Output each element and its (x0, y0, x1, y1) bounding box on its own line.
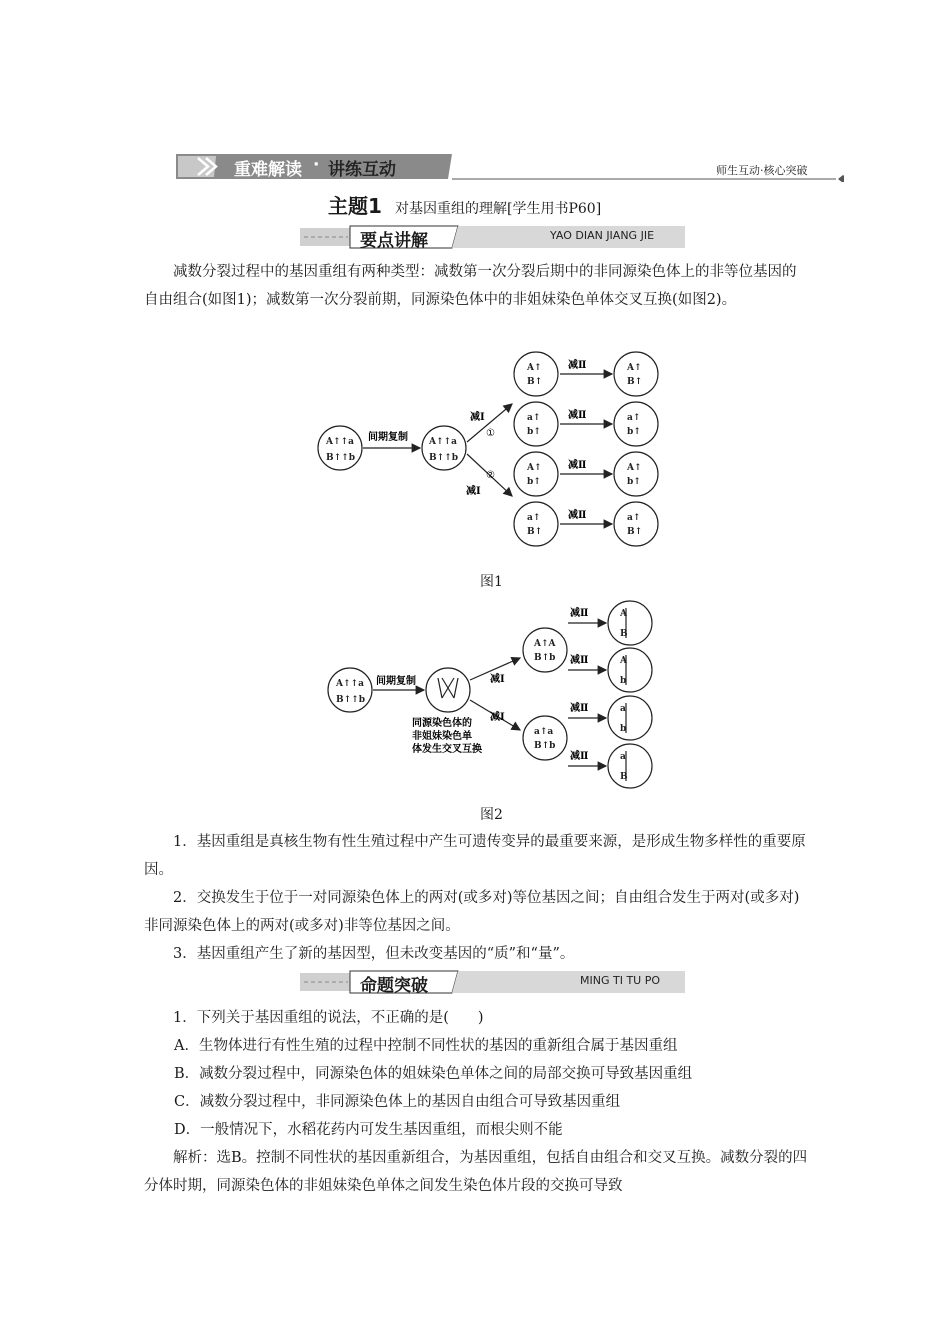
svg-text:a: a (620, 704, 626, 714)
figure-2-caption: 图2 (480, 807, 503, 823)
svg-text:B: B (620, 772, 628, 782)
point-2: 2．交换发生于位于一对同源染色体上的两对(或多对)等位基因之间；自由组合发生于两对(或多对)非同源染色体上的两对(或多对)非等位基因之间。 (144, 890, 800, 934)
question-stem: 1．下列关于基因重组的说法，不正确的是( ) (173, 1010, 484, 1026)
fig1-label-meiosis2-3: 减Ⅱ (568, 460, 587, 471)
fig2-label-meiosis2-4: 减Ⅱ (570, 751, 589, 762)
banner-left-text: 重难解读 (234, 160, 302, 180)
section-title-2: 命题突破 (360, 976, 428, 996)
svg-text:B↑↑b: B↑↑b (429, 453, 458, 463)
svg-text:B↑: B↑ (627, 377, 643, 387)
svg-text:b: b (620, 676, 627, 686)
header-banner (176, 152, 844, 182)
topic-number: 主题1 (328, 194, 382, 218)
svg-text:a↑: a↑ (527, 513, 541, 523)
svg-text:A↑: A↑ (627, 363, 642, 373)
svg-text:B: B (620, 629, 628, 639)
diamond-icon (838, 175, 844, 182)
option-b: B．减数分裂过程中，同源染色体的姐妹染色单体之间的局部交换可导致基因重组 (174, 1066, 693, 1082)
fig2-label-meiosis1-bottom: 减Ⅰ (490, 712, 505, 723)
section-header-key-points (300, 225, 685, 249)
svg-text:b↑: b↑ (527, 427, 541, 437)
svg-text:a↑: a↑ (627, 513, 641, 523)
svg-text:A↑: A↑ (627, 463, 642, 473)
fig1-path1: ① (486, 428, 495, 439)
svg-text:B↑: B↑ (627, 527, 643, 537)
svg-text:A: A (620, 609, 627, 619)
svg-text:a↑: a↑ (627, 413, 641, 423)
svg-text:a: a (620, 752, 626, 762)
svg-text:A↑: A↑ (527, 363, 542, 373)
svg-text:B↑b: B↑b (534, 653, 556, 663)
svg-text:A↑: A↑ (527, 463, 542, 473)
header-right-label: 师生互动·核心突破 (716, 164, 808, 177)
point-3: 3．基因重组产生了新的基因型，但未改变基因的“质”和“量”。 (173, 946, 575, 962)
section-header-practice (300, 970, 685, 994)
svg-text:A: A (620, 656, 627, 666)
svg-text:B↑: B↑ (527, 527, 543, 537)
svg-text:A↑A: A↑A (534, 639, 556, 649)
topic-title (328, 190, 601, 220)
svg-text:b↑: b↑ (527, 477, 541, 487)
analysis-paragraph: 解析：选B。控制不同性状的基因重新组合，为基因重组，包括自由组合和交叉互换。减数分裂的四分体时期，同源染色体的非姐妹染色单体之间发生染色体片段的交换可导致 (144, 1150, 808, 1194)
svg-text:A↑↑a: A↑↑a (336, 679, 364, 689)
section-pinyin: YAO DIAN JIANG JIE (550, 229, 655, 242)
banner-dot: · (313, 155, 320, 175)
option-d: D．一般情况下，水稻花药内可发生基因重组，而根尖则不能 (174, 1122, 563, 1138)
fig1-label-replication: 间期复制 (368, 432, 408, 443)
fig2-label-meiosis2-3: 减Ⅱ (570, 703, 589, 714)
fig2-label-replication: 间期复制 (376, 676, 416, 687)
fig1-path2: ② (486, 470, 495, 481)
section-title: 要点讲解 (360, 231, 428, 251)
fig2-label-meiosis1-top: 减Ⅰ (490, 674, 505, 685)
figure-1-diagram (310, 350, 670, 555)
svg-text:B↑↑b: B↑↑b (336, 695, 365, 705)
option-a: A．生物体进行有性生殖的过程中控制不同性状的基因的重新组合属于基因重组 (174, 1038, 678, 1054)
section-pinyin-2: MING TI TU PO (580, 974, 661, 987)
svg-text:B↑b: B↑b (534, 741, 556, 751)
fig1-label-meiosis1-bottom: 减Ⅰ (466, 486, 481, 497)
svg-text:a↑a: a↑a (534, 727, 554, 737)
fig1-label-meiosis1-top: 减Ⅰ (470, 412, 485, 423)
fig1-label-meiosis2-1: 减Ⅱ (568, 360, 587, 371)
banner-right-text: 讲练互动 (328, 160, 396, 180)
svg-text:A↑↑a: A↑↑a (326, 437, 354, 447)
svg-text:a↑: a↑ (527, 413, 541, 423)
figure-1-caption: 图1 (480, 574, 503, 590)
topic-text: 对基因重组的理解[学生用书P60] (395, 201, 602, 217)
svg-text:B↑: B↑ (527, 377, 543, 387)
option-c: C．减数分裂过程中，非同源染色体上的基因自由组合可导致基因重组 (174, 1094, 621, 1110)
svg-text:B↑↑b: B↑↑b (326, 453, 355, 463)
svg-text:b: b (620, 724, 627, 734)
fig2-note-line3: 体发生交叉互换 (412, 744, 482, 755)
intro-paragraph: 减数分裂过程中的基因重组有两种类型：减数第一次分裂后期中的非同源染色体上的非等位基因的自由组合(如图1)；减数第一次分裂前期，同源染色体中的非姐妹染色单体交叉互换(如图2)。 (144, 264, 797, 308)
figure-2-diagram (320, 598, 665, 793)
fig1-label-meiosis2-4: 减Ⅱ (568, 510, 587, 521)
fig2-label-meiosis2-1: 减Ⅱ (570, 608, 589, 619)
svg-text:b↑: b↑ (627, 427, 641, 437)
svg-text:A↑↑a: A↑↑a (429, 437, 457, 447)
fig1-label-meiosis2-2: 减Ⅱ (568, 410, 587, 421)
point-1: 1．基因重组是真核生物有性生殖过程中产生可遗传变异的最重要来源，是形成生物多样性的重要原因。 (144, 834, 806, 878)
fig2-note-line2: 非姐妹染色单 (412, 731, 472, 742)
fig2-label-meiosis2-2: 减Ⅱ (570, 655, 589, 666)
fig2-note-line1: 同源染色体的 (412, 718, 472, 729)
svg-text:b↑: b↑ (627, 477, 641, 487)
